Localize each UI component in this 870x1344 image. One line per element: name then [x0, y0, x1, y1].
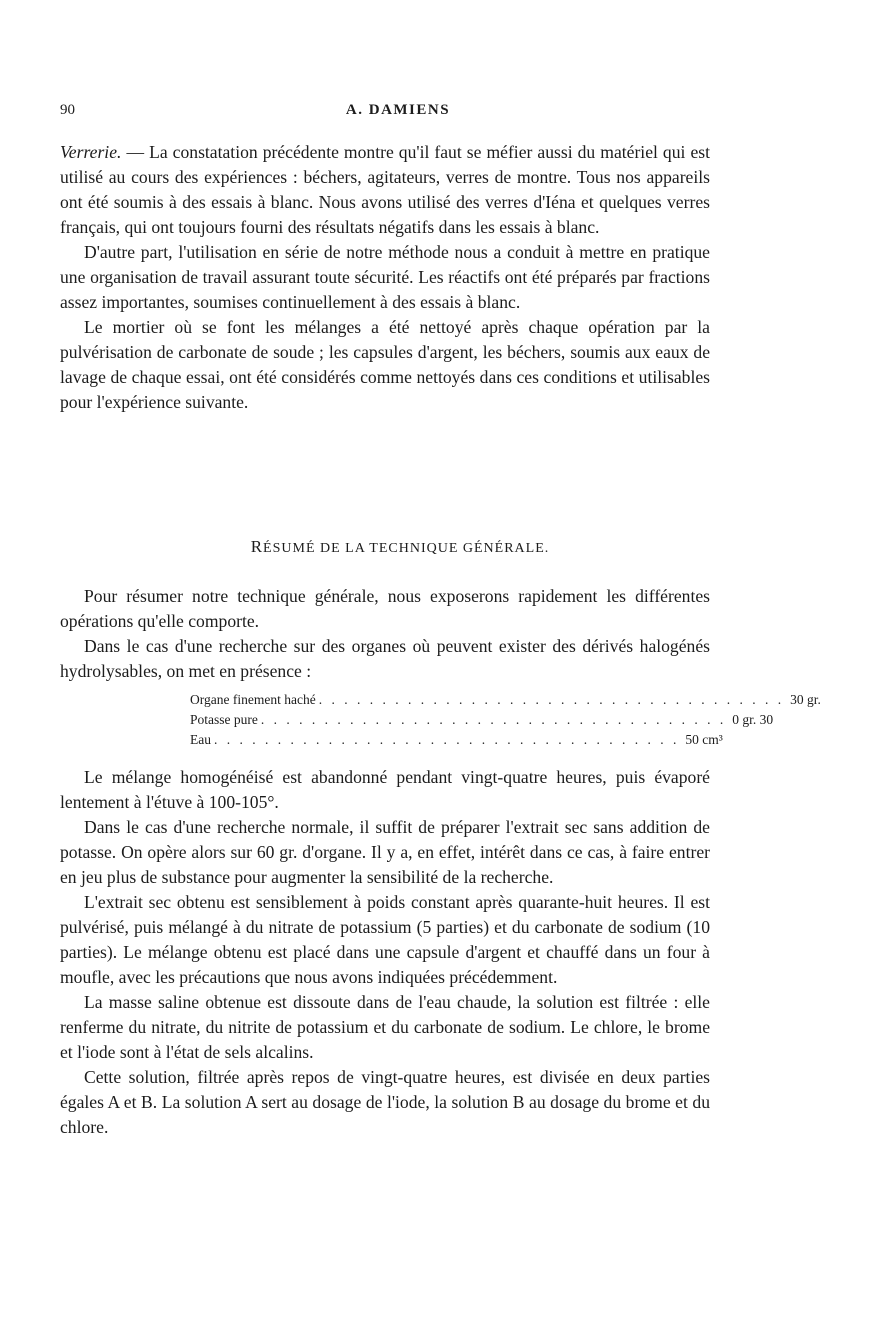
text-block-top — [60, 140, 710, 415]
recipe-label: Potasse pure — [190, 712, 258, 727]
leader-dots: . . . . . . . . . . . . . . . . . . . . . . . . . . . . . . . . . . . . . — [260, 712, 727, 727]
paragraph: D'autre part, l'utilisation en série de notre méthode nous a conduit à mettre en pratique une organisation de travail assurant toute sécurité. Les réactifs ont été préparés par fractions assez importantes, soumises continuellement à des essais à blanc. — [60, 242, 710, 312]
paragraph-text: — La constatation précédente montre qu'il faut se méfier aussi du matériel qui est utilisé au cours des expériences : béchers, agitateurs, verres de montre. Tous nos appareils ont été soumis à des essais à blanc. Nous avons utilisé des verres d'Iéna et quelques verres français, qui ont toujours fourni des résultats négatifs dans les essais à blanc. — [60, 142, 710, 237]
recipe-quantity: 50 cm³ — [685, 732, 723, 747]
paragraph-title: Verrerie. — [60, 142, 122, 162]
paragraph: Dans le cas d'une recherche sur des organes où peuvent exister des dérivés halogénés hydrolysables, on met en présence : — [60, 636, 710, 681]
recipe-label: Organe finement haché — [190, 692, 316, 707]
paragraph: Dans le cas d'une recherche normale, il suffit de préparer l'extrait sec sans addition de potasse. On opère alors sur 60 gr. d'organe. Il y a, en effet, intérêt dans ce cas, à faire entrer en jeu plus de substance pour augmenter la sensibilité de la recherche. — [60, 817, 710, 887]
recipe-quantity: 30 gr. — [790, 692, 821, 707]
recipe-list — [190, 690, 821, 750]
recipe-quantity: 0 gr. 30 — [732, 712, 774, 727]
text-block-middle — [60, 584, 710, 684]
paragraph-verrerie — [60, 140, 710, 240]
page-number: 90 — [60, 102, 75, 118]
paragraph: L'extrait sec obtenu est sensiblement à poids constant après quarante-huit heures. Il est pulvérisé, puis mélangé à du nitrate de potassium (5 parties) et du carbonate de sodium (10 parties). Le mélange obtenu est placé dans une capsule d'argent et chauffé dans un four à moufle, avec les précautions que nous avons indiquées précédemment. — [60, 892, 710, 987]
recipe-row — [190, 710, 774, 730]
leader-dots: . . . . . . . . . . . . . . . . . . . . . . . . . . . . . . . . . . . . . — [214, 732, 680, 747]
page-header — [60, 102, 736, 126]
paragraph: Cette solution, filtrée après repos de vingt-quatre heures, est divisée en deux parties égales A et B. La solution A sert au dosage de l'iode, la solution B au dosage du brome et du chlore. — [60, 1067, 710, 1137]
section-heading-initial: R — [250, 537, 264, 556]
section-heading-rest: ÉSUMÉ DE LA TECHNIQUE GÉNÉRALE. — [263, 541, 550, 556]
section-heading — [0, 537, 800, 557]
running-head: A. DAMIENS — [345, 102, 451, 118]
recipe-row — [190, 690, 821, 710]
paragraph: Le mortier où se font les mélanges a été nettoyé après chaque opération par la pulvérisation de carbonate de soude ; les capsules d'argent, les béchers, soumis aux eaux de lavage de chaque essai, ont été considérés comme nettoyés dans ces conditions et utilisables pour l'expérience suivante. — [60, 317, 710, 412]
recipe-label: Eau — [190, 732, 211, 747]
paragraph: La masse saline obtenue est dissoute dans de l'eau chaude, la solution est filtrée : elle renferme du nitrate, du nitrite de potassium et du carbonate de sodium. Le chlore, le brome et l'iode sont à l'état de sels alcalins. — [60, 992, 710, 1062]
paragraph: Le mélange homogénéisé est abandonné pendant vingt-quatre heures, puis évaporé lentement à l'étuve à 100-105°. — [60, 767, 710, 812]
text-block-bottom — [60, 765, 710, 1140]
leader-dots: . . . . . . . . . . . . . . . . . . . . . . . . . . . . . . . . . . . . . — [318, 692, 785, 707]
recipe-row — [190, 730, 723, 750]
paragraph: Pour résumer notre technique générale, nous exposerons rapidement les différentes opérations qu'elle comporte. — [60, 586, 710, 631]
